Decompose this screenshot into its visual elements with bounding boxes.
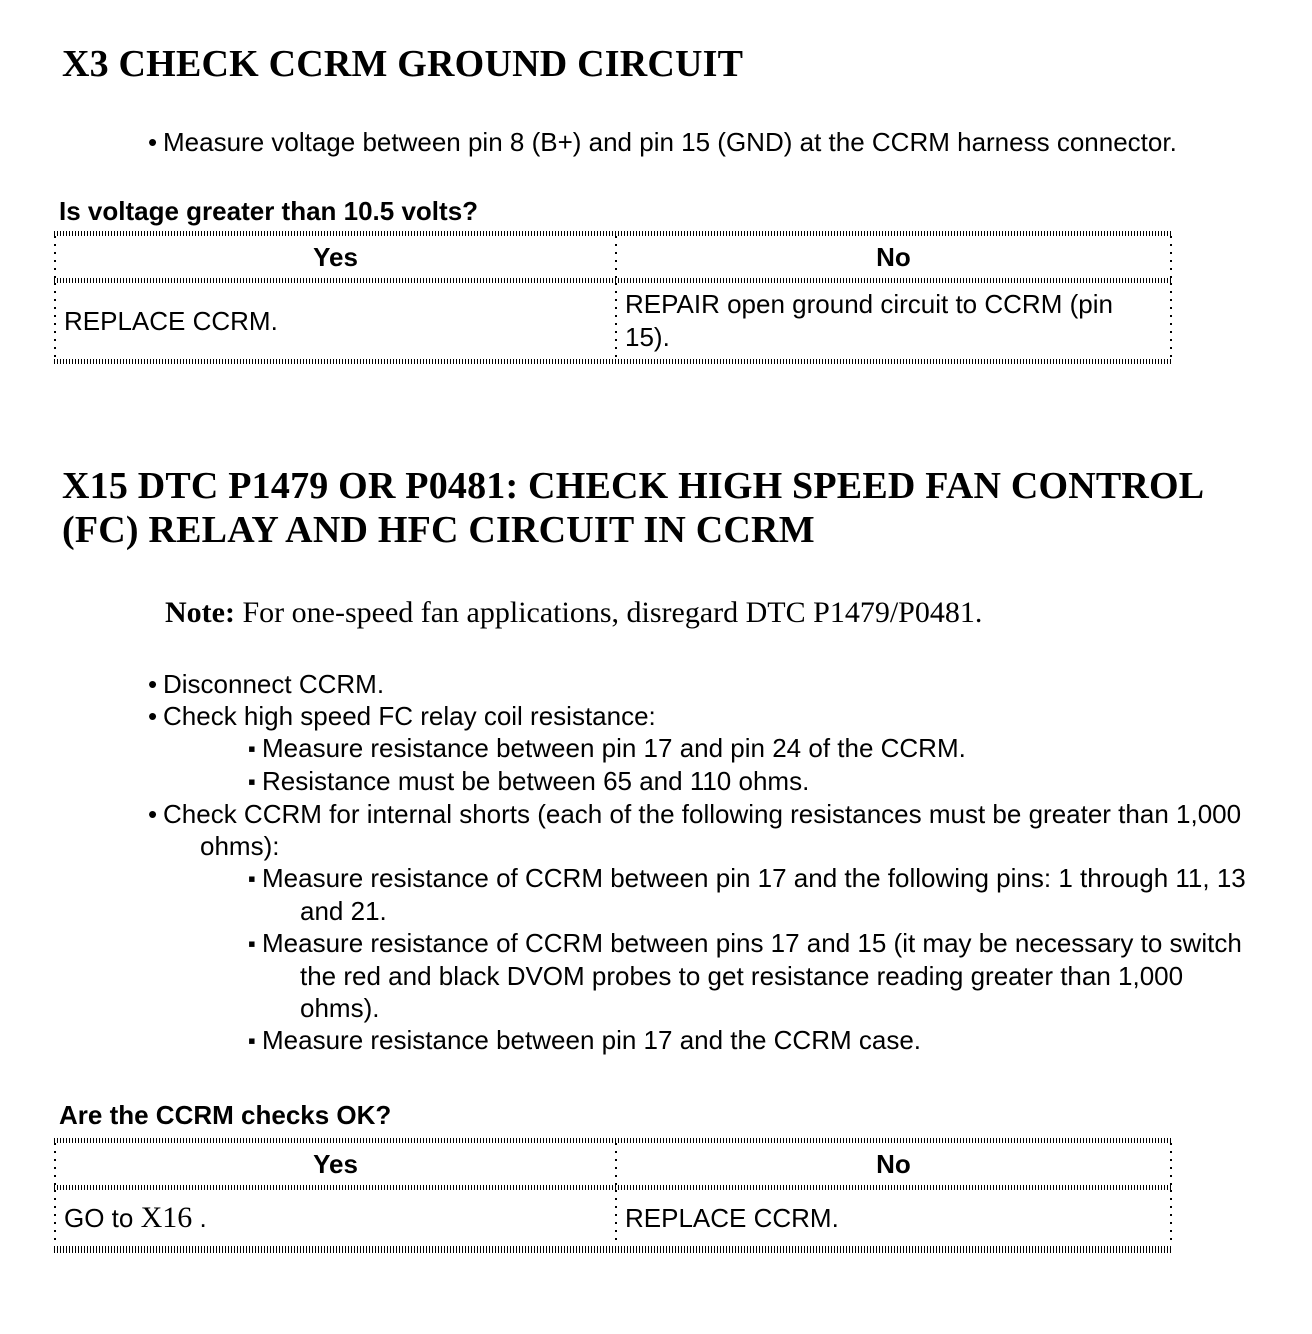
- document-page: [0, 42, 1312, 1253]
- no-column-header: No: [876, 242, 911, 272]
- decision-question: Is voltage greater than 10.5 volts?: [59, 196, 479, 226]
- list-item: [148, 668, 1260, 700]
- list-item-text: Resistance must be between 65 and 110 ohms.: [262, 766, 810, 796]
- table-header-row: [54, 236, 1172, 278]
- square-bullet-icon: ▪: [248, 866, 256, 891]
- no-action-cell: REPAIR open ground circuit to CCRM (pin 15).: [625, 289, 1113, 352]
- table-border-bottom: [54, 1246, 1172, 1253]
- disc-bullet-icon: •: [148, 799, 158, 829]
- section-x15-heading: X15 DTC P1479 OR P0481: CHECK HIGH SPEED FAN CONTROL (FC) RELAY AND HFC CIRCUIT IN CCRM: [62, 465, 1203, 551]
- x16-link[interactable]: X16: [140, 1201, 193, 1234]
- note-label: Note:: [165, 596, 235, 629]
- square-bullet-icon: ▪: [248, 736, 256, 761]
- list-sub-item: [248, 1024, 1260, 1057]
- list-item-text: Measure voltage between pin 8 (B+) and pin 15 (GND) at the CCRM harness connector.: [163, 127, 1177, 157]
- list-item-text: Measure resistance between pin 17 and pin 24 of the CCRM.: [262, 733, 966, 763]
- section-x3-heading: X3 CHECK CCRM GROUND CIRCUIT: [62, 43, 744, 85]
- table-border-right: [1170, 1190, 1172, 1246]
- table-row: [54, 1190, 1172, 1246]
- list-sub-item: [248, 732, 1260, 765]
- decision-question: Are the CCRM checks OK?: [59, 1100, 392, 1130]
- x3-step-list: [0, 126, 1312, 158]
- list-item-text: Measure resistance of CCRM between pin 17 and the following pins: 1 through 11, 13 and 21.: [262, 863, 1246, 926]
- yes-column-header: Yes: [313, 242, 358, 272]
- table-row: [54, 283, 1172, 359]
- section-x15: [0, 464, 1312, 1253]
- square-bullet-icon: ▪: [248, 1028, 256, 1053]
- list-item-text: Disconnect CCRM.: [163, 669, 385, 699]
- table-border-right: [1170, 1143, 1172, 1185]
- square-bullet-icon: ▪: [248, 769, 256, 794]
- list-item: [148, 700, 1260, 732]
- go-to-suffix: .: [192, 1203, 207, 1233]
- go-to-text: GO to: [64, 1203, 141, 1233]
- list-sub-item: [248, 927, 1260, 1024]
- yes-column-header: Yes: [313, 1149, 358, 1179]
- list-item: [148, 126, 1260, 158]
- note-text: For one-speed fan applications, disregard DTC P1479/P0481.: [234, 596, 983, 629]
- no-column-header: No: [876, 1149, 911, 1179]
- yes-action-cell: REPLACE CCRM.: [64, 305, 278, 336]
- no-action-cell: REPLACE CCRM.: [625, 1202, 839, 1233]
- list-item-text: Check CCRM for internal shorts (each of the following resistances must be greater than 1,000 ohms):: [163, 799, 1242, 861]
- note-paragraph: [165, 595, 1312, 631]
- list-item: [148, 798, 1260, 862]
- list-sub-item: [248, 862, 1260, 927]
- disc-bullet-icon: •: [148, 669, 158, 699]
- table-border-right: [1170, 236, 1172, 278]
- table-header-row: [54, 1143, 1172, 1185]
- table-border-right: [1170, 283, 1172, 359]
- list-item-text: Measure resistance between pin 17 and the CCRM case.: [262, 1025, 922, 1055]
- yes-action-cell: [56, 1190, 615, 1246]
- square-bullet-icon: ▪: [248, 931, 256, 956]
- decision-table: [54, 1138, 1172, 1253]
- table-border-bottom: [54, 359, 1172, 364]
- disc-bullet-icon: •: [148, 701, 158, 731]
- list-sub-item: [248, 765, 1260, 798]
- x15-step-list: [0, 668, 1312, 1057]
- disc-bullet-icon: •: [148, 127, 158, 157]
- section-x3: [0, 42, 1312, 364]
- list-item-text: Check high speed FC relay coil resistance:: [163, 701, 656, 731]
- list-item-text: Measure resistance of CCRM between pins 17 and 15 (it may be necessary to switch the red and black DVOM probes to get resistance reading greater than 1,000 ohms).: [262, 928, 1242, 1023]
- decision-table: [54, 231, 1172, 364]
